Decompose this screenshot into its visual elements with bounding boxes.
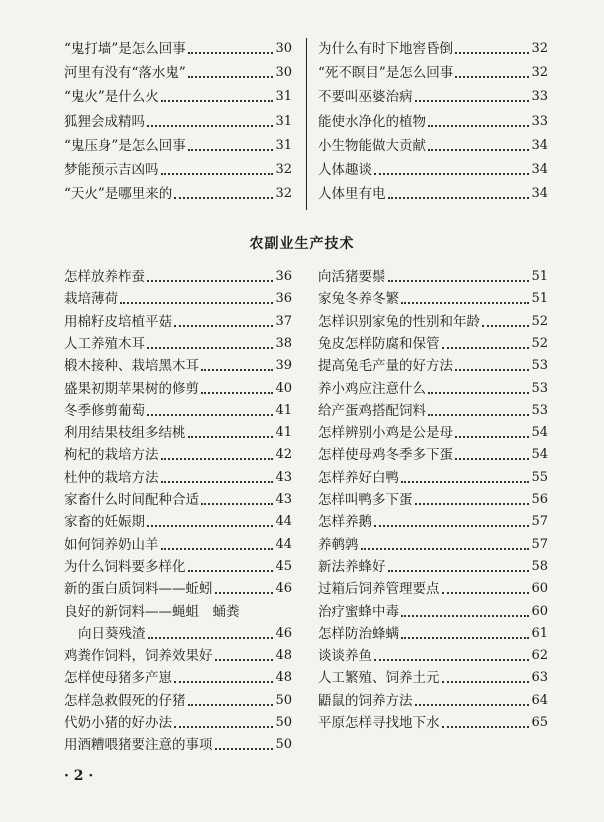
toc-entry-page: 57 [531,514,548,530]
toc-leader-dots [161,458,274,460]
toc-entry-page: 54 [531,425,548,441]
toc-leader-dots [215,748,274,750]
toc-entry-page: 30 [275,65,292,81]
toc-entry-page: 48 [275,648,292,664]
toc-entry-page: 39 [275,358,292,374]
toc-entry [64,86,292,108]
toc-leader-dots [188,704,274,706]
toc-entry-title: 为什么有时下地窖昏倒 [318,41,453,57]
toc-entry [318,444,548,466]
toc-leader-dots [188,436,274,438]
toc-bottom-left [64,266,292,756]
toc-leader-dots [374,659,529,661]
toc-leader-dots [147,280,273,282]
toc-entry-page: 31 [275,89,292,105]
toc-leader-dots [215,659,274,661]
toc-entry-title: 家兔冬养冬繁 [318,291,399,308]
page-number: · 2 · [64,768,94,784]
toc-entry-title: “鬼火”是什么火 [64,89,159,106]
toc-entry [64,288,292,310]
toc-leader-dots [442,592,530,594]
toc-entry-page: 45 [275,558,292,574]
toc-leader-dots [147,525,273,527]
toc-leader-dots [442,681,530,683]
toc-entry-title: 人工繁殖、饲养土元 [318,670,440,687]
toc-entry-title: 怎样急救假死的仔猪 [64,692,186,709]
toc-entry-title: 养小鸡应注意什么 [318,380,426,397]
toc-entry [64,378,292,400]
toc-entry-title: 新的蛋白质饲料——蚯蚓 [64,581,213,598]
toc-leader-dots [161,548,274,550]
toc-entry [318,623,548,645]
toc-entry [318,601,548,623]
column-divider [306,38,307,210]
section-title: 农副业生产技术 [249,236,355,252]
toc-leader-dots [174,726,273,728]
toc-entry-page: 40 [275,380,292,396]
toc-entry-title: 怎样使母鸡冬季多下蛋 [318,447,453,464]
toc-leader-dots [388,280,530,282]
toc-entry [318,422,548,444]
toc-leader-dots [415,100,530,102]
toc-entry [64,511,292,533]
toc-entry-page: 41 [275,425,292,441]
toc-leader-dots [442,726,530,728]
toc-entry-page: 51 [531,291,548,307]
toc-entry [318,86,548,108]
toc-entry-title: 向活猪要鬃 [318,269,386,285]
toc-entry-page: 60 [531,581,548,597]
toc-leader-dots [455,436,529,438]
toc-entry-page: 54 [531,447,548,463]
toc-entry-page: 44 [275,536,292,552]
toc-leader-dots [401,615,529,617]
toc-entry [318,183,548,205]
toc-entry-title: 鼯鼠的饲养方法 [318,692,413,709]
toc-entry-title: 为什么饲料要多样化 [64,558,186,575]
toc-entry [318,534,548,556]
toc-entry-page: 57 [531,536,548,552]
toc-entry-page: 32 [275,186,292,202]
toc-entry-title: 治疗蜜蜂中毒 [318,603,399,620]
toc-entry [64,645,292,667]
toc-entry [64,62,292,84]
toc-entry-title: 平原怎样寻找地下水 [318,715,440,731]
toc-entry-title: 怎样叫鸭多下蛋 [318,492,413,508]
toc-entry-page: 56 [531,492,548,507]
toc-entry-page: 32 [531,41,548,56]
toc-leader-dots [201,503,273,505]
toc-entry-title: 怎样养鹅 [318,514,372,531]
toc-leader-dots [188,149,274,151]
toc-entry [318,645,548,667]
toc-entry [64,712,292,734]
toc-entry-title: 不要叫巫婆治病 [318,89,413,106]
toc-entry-title: 过箱后饲养管理要点 [318,581,440,598]
toc-entry [318,578,548,600]
toc-entry-page: 50 [275,715,292,730]
toc-leader-dots [401,302,529,304]
toc-entry [64,159,292,181]
toc-entry-title: 杜仲的栽培方法 [64,469,159,486]
toc-leader-dots [174,681,273,683]
toc-entry-title: 椴木接种、栽培黑木耳 [64,358,199,375]
toc-entry-title: 新法养蜂好 [318,558,386,575]
toc-entry-page: 31 [275,113,292,129]
toc-entry-title: 梦能预示吉凶吗 [64,162,159,178]
toc-entry-page: 36 [275,269,292,284]
toc-entry [318,556,548,578]
toc-leader-dots [388,197,530,199]
toc-entry-page: 48 [275,670,292,686]
toc-top-right [318,38,548,214]
toc-leader-dots [415,704,530,706]
toc-entry-title: 家畜什么时间配种合适 [64,492,199,508]
toc-entry-title: 兔皮怎样防腐和保管 [318,335,440,352]
toc-entry [64,266,292,288]
toc-entry [64,556,292,578]
toc-entry [64,534,292,556]
toc-leader-dots [147,347,273,349]
toc-leader-dots [161,481,274,483]
toc-entry [64,38,292,60]
toc-entry [318,712,548,734]
toc-entry-page: 62 [531,648,548,664]
toc-entry-title: 枸杞的栽培方法 [64,447,159,464]
toc-leader-dots [401,481,529,483]
toc-entry-title: 人工养殖木耳 [64,335,145,352]
toc-leader-dots [148,637,274,639]
toc-entry-page: 33 [531,89,548,105]
toc-entry-title: 鸡粪作饲料，饲养效果好 [64,648,213,665]
toc-entry [318,467,548,489]
toc-entry [64,400,292,422]
toc-entry [318,400,548,422]
toc-entry-title: 怎样养好白鸭 [318,469,399,486]
toc-entry-page: 51 [531,269,548,284]
toc-entry-page: 33 [531,113,548,129]
toc-leader-dots [428,125,529,127]
toc-leader-dots [188,76,274,78]
toc-entry-title: 用酒糟喂猪要注意的事项 [64,737,213,754]
toc-entry-page: 53 [531,402,548,418]
toc-entry [64,183,292,205]
toc-leader-dots [147,125,273,127]
toc-entry-page: 32 [531,65,548,81]
toc-entry [318,311,548,333]
toc-entry [64,667,292,689]
toc-leader-dots [201,369,273,371]
toc-entry [64,623,292,645]
toc-entry-title: 家畜的妊娠期 [64,514,145,531]
toc-entry-title: 盛果初期苹果树的修剪 [64,380,199,397]
toc-entry [318,288,548,310]
toc-entry [64,422,292,444]
toc-leader-dots [455,76,529,78]
toc-entry-title: 河里有没有“落水鬼” [64,65,186,82]
toc-entry-title: 栽培薄荷 [64,291,118,308]
toc-top-left [64,38,292,214]
toc-entry-page: 46 [275,581,292,597]
toc-entry [318,690,548,712]
toc-entry-page: 38 [275,335,292,351]
toc-entry [64,578,292,600]
toc-entry-page: 63 [531,670,548,686]
toc-leader-dots [174,197,273,199]
toc-entry-page: 43 [275,492,292,507]
toc-entry-title: “天火”是哪里来的 [64,186,173,203]
toc-entry-title: “鬼打墙”是怎么回事 [64,41,186,57]
toc-entry [318,333,548,355]
toc-entry [318,159,548,181]
toc-entry [318,135,548,157]
toc-leader-dots [201,392,273,394]
toc-entry [64,601,292,623]
toc-entry-title: 怎样放养柞蚕 [64,269,145,285]
toc-entry-title: 怎样辨别小鸡是公是母 [318,425,453,442]
toc-entry [318,667,548,689]
toc-bottom-right [318,266,548,736]
toc-entry-title: 怎样使母猪多产崽 [64,670,172,687]
toc-entry [64,135,292,157]
toc-entry-page: 41 [275,402,292,418]
toc-leader-dots [428,392,529,394]
toc-entry-page: 32 [275,162,292,177]
toc-entry-title: 小生物能做大贡献 [318,137,426,154]
toc-entry [318,355,548,377]
toc-entry [318,511,548,533]
toc-entry-title: 怎样防治蜂螨 [318,625,399,642]
toc-entry-page: 46 [275,625,292,641]
toc-entry-title: 提高兔毛产量的好方法 [318,358,453,375]
toc-leader-dots [188,570,274,572]
toc-leader-dots [482,325,529,327]
toc-leader-dots [455,458,529,460]
toc-entry [318,266,548,288]
toc-leader-dots [374,173,529,175]
toc-entry-page: 42 [275,447,292,463]
toc-entry-title: 冬季修剪葡萄 [64,402,145,419]
toc-entry-page: 53 [531,380,548,396]
toc-leader-dots [215,592,274,594]
toc-entry-title: 向日葵残渣 [78,625,146,642]
toc-entry [64,444,292,466]
toc-entry-title: 良好的新饲料——蝇蛆 蛹粪 [64,603,240,620]
toc-entry [64,333,292,355]
toc-entry-title: “鬼压身”是怎么回事 [64,137,186,154]
toc-entry-page: 44 [275,514,292,530]
toc-entry [64,467,292,489]
toc-leader-dots [361,548,530,550]
toc-leader-dots [161,100,274,102]
toc-entry [64,690,292,712]
toc-entry-page: 50 [275,737,292,753]
toc-leader-dots [415,503,530,505]
toc-leader-dots [120,302,273,304]
toc-leader-dots [374,525,529,527]
toc-entry [64,311,292,333]
toc-entry [318,62,548,84]
toc-entry-page: 61 [531,625,548,641]
toc-entry-title: 利用结果枝组多结桃 [64,425,186,442]
toc-entry-page: 53 [531,358,548,374]
toc-entry-title: 能使水净化的植物 [318,113,426,130]
toc-entry-title: 给产蛋鸡搭配饲料 [318,402,426,419]
toc-leader-dots [388,570,530,572]
toc-entry-page: 34 [531,162,548,177]
toc-entry-title: 人体里有电 [318,186,386,203]
toc-entry [318,378,548,400]
toc-entry-page: 52 [531,335,548,351]
toc-entry-title: 代奶小猪的好办法 [64,715,172,731]
toc-leader-dots [174,325,273,327]
toc-entry [64,489,292,511]
toc-entry-title: 怎样识别家兔的性别和年龄 [318,313,480,330]
toc-entry-page: 31 [275,137,292,153]
toc-leader-dots [401,637,529,639]
toc-entry-page: 43 [275,469,292,485]
toc-entry-title: 用棉籽皮培植平菇 [64,313,172,330]
toc-entry [64,355,292,377]
toc-leader-dots [161,173,274,175]
toc-entry-page: 58 [531,558,548,574]
toc-entry-page: 36 [275,291,292,307]
toc-entry-page: 55 [531,469,548,485]
toc-entry [64,734,292,756]
toc-entry-page: 30 [275,41,292,56]
toc-leader-dots [188,52,274,54]
toc-leader-dots [455,369,529,371]
toc-entry-title: 谈谈养鱼 [318,648,372,665]
toc-entry-title: 如何饲养奶山羊 [64,536,159,553]
toc-entry [318,489,548,511]
toc-entry-title: 养鹌鹑 [318,536,359,553]
toc-entry [318,111,548,133]
toc-entry-title: “死不瞑目”是怎么回事 [318,65,454,82]
toc-leader-dots [428,149,529,151]
toc-entry [64,111,292,133]
toc-entry-page: 64 [531,692,548,708]
toc-entry-page: 60 [531,603,548,619]
toc-entry-page: 34 [531,137,548,153]
toc-entry-page: 52 [531,313,548,329]
toc-leader-dots [147,414,273,416]
toc-entry-page: 34 [531,186,548,202]
toc-leader-dots [455,52,529,54]
toc-entry-title: 狐狸会成精吗 [64,113,145,130]
toc-entry-page: 50 [275,692,292,708]
toc-entry [318,38,548,60]
toc-entry-page: 65 [531,715,548,730]
toc-entry-page: 37 [275,313,292,329]
toc-leader-dots [428,414,529,416]
toc-leader-dots [442,347,530,349]
toc-entry-title: 人体趣谈 [318,162,372,178]
